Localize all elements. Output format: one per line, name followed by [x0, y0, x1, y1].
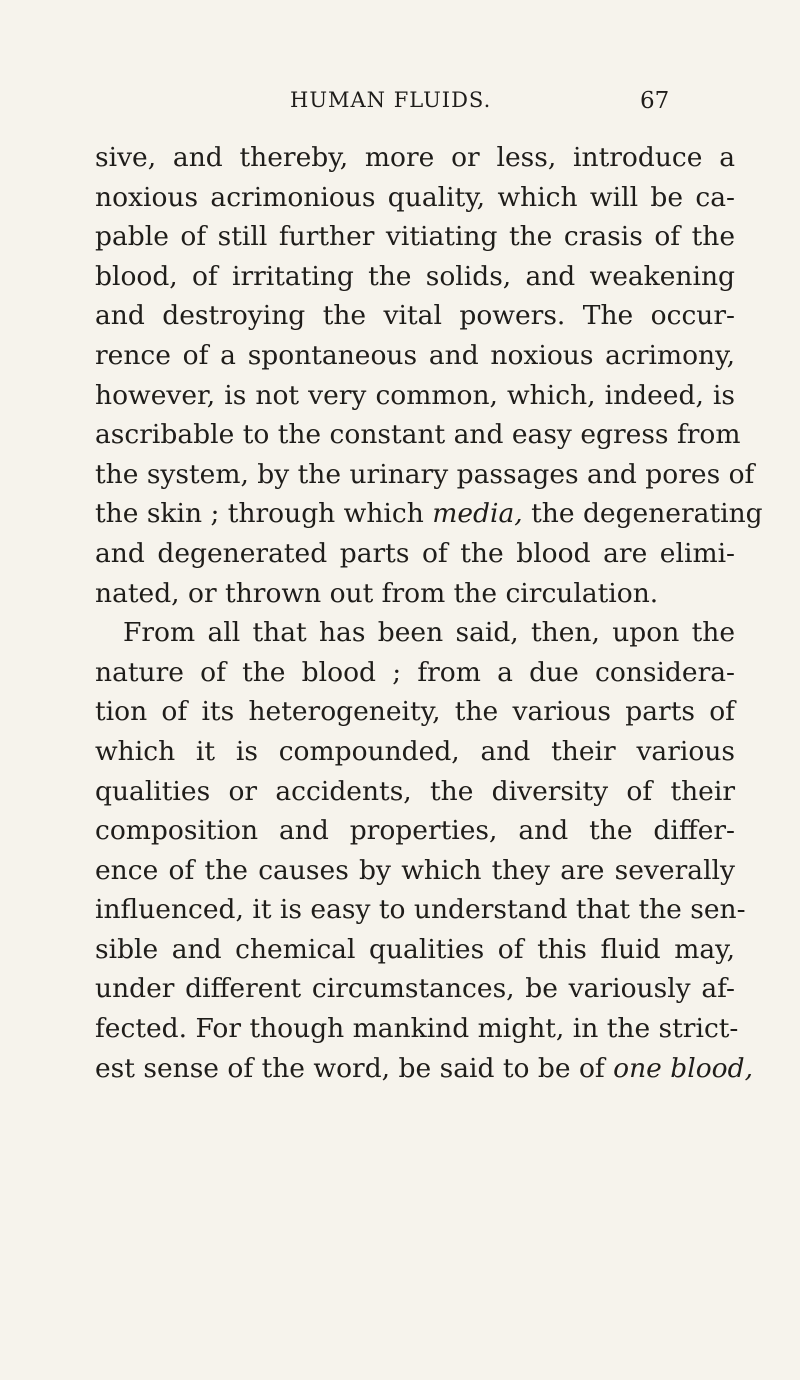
- text-line: and degenerated parts of the blood are elimi-: [95, 537, 735, 569]
- text-line: under different circumstances, be variously af-: [95, 973, 735, 1005]
- text-line: ascribable to the constant and easy egress from: [95, 419, 741, 451]
- text-line: fected. For though mankind might, in the strict-: [95, 1013, 739, 1045]
- text-line: which it is compounded, and their various: [95, 735, 735, 767]
- text-line: rence of a spontaneous and noxious acrimony,: [95, 339, 735, 371]
- text-line: blood, of irritating the solids, and weakening: [95, 260, 735, 292]
- text-line: the skin ; through which media, the degenerating: [95, 498, 763, 530]
- text-line: nated, or thrown out from the circulation.: [95, 577, 659, 609]
- text-line: est sense of the word, be said to be of one blood,: [95, 1052, 754, 1084]
- body-text: [95, 138, 763, 1088]
- text-line: and destroying the vital powers. The occur-: [95, 300, 735, 332]
- page-number: 67: [640, 88, 670, 114]
- text-line: qualities or accidents, the diversity of their: [95, 775, 735, 807]
- text-line: From all that has been said, then, upon the: [123, 617, 735, 649]
- text-line: sible and chemical qualities of this fluid may,: [95, 933, 735, 965]
- text-line: pable of still further vitiating the crasis of the: [95, 221, 735, 253]
- italic-word: media,: [432, 498, 523, 530]
- text-line: the system, by the urinary passages and pores of: [95, 458, 755, 490]
- text-line: tion of its heterogeneity, the various parts of: [95, 696, 735, 728]
- text-line: influenced, it is easy to understand that the sen-: [95, 894, 746, 926]
- text-line: nature of the blood ; from a due considera-: [95, 656, 735, 688]
- text-line: sive, and thereby, more or less, introduce a: [95, 142, 735, 173]
- italic-word: one blood,: [613, 1052, 754, 1084]
- page-header: [0, 88, 800, 118]
- text-line: however, is not very common, which, indeed, is: [95, 379, 735, 411]
- running-title: HUMAN FLUIDS.: [290, 88, 492, 112]
- text-line: noxious acrimonious quality, which will be ca-: [95, 181, 735, 213]
- text-line: composition and properties, and the differ-: [95, 815, 735, 847]
- text-line: ence of the causes by which they are severally: [95, 854, 735, 886]
